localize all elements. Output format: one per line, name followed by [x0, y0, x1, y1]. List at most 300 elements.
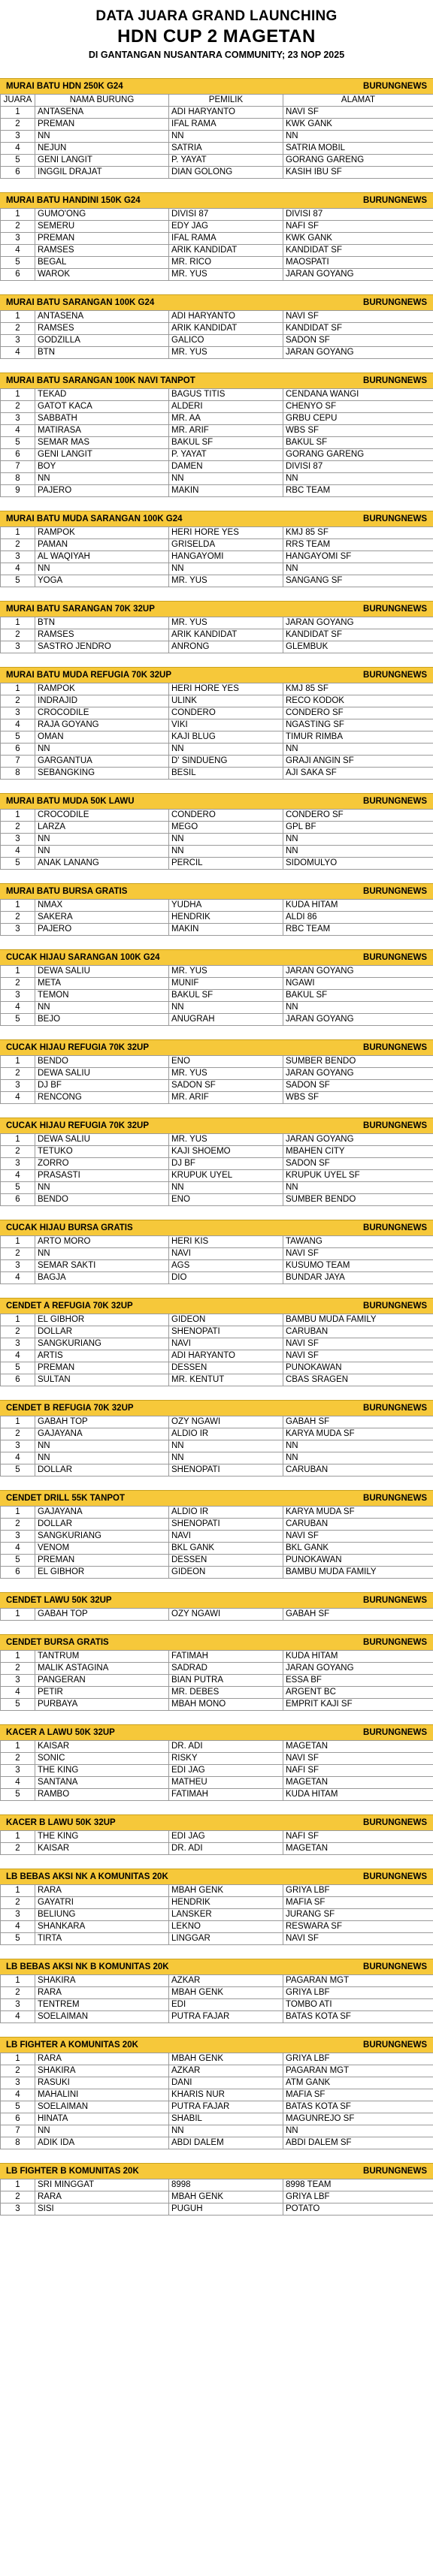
results-table: [0, 809, 433, 870]
address-cell: RBC TEAM: [283, 924, 433, 936]
table-row: [1, 1248, 433, 1260]
table-row: [1, 2203, 433, 2216]
rank-cell: 1: [1, 389, 35, 401]
results-table: [0, 208, 433, 281]
bird-name-cell: SEMERU: [35, 221, 169, 233]
address-cell: GRAJI ANGIN SF: [283, 756, 433, 768]
section-source-label: BURUNGNEWS: [363, 1638, 427, 1647]
rank-cell: 8: [1, 2137, 35, 2149]
section-title: LB BEBAS AKSI NK B KOMUNITAS 20K: [6, 1962, 169, 1971]
owner-cell: LANSKER: [169, 1909, 283, 1921]
owner-cell: HERI HORE YES: [169, 683, 283, 695]
address-cell: KANDIDAT SF: [283, 629, 433, 641]
address-cell: TAWANG: [283, 1236, 433, 1248]
results-table: [0, 1740, 433, 1801]
rank-cell: 3: [1, 1909, 35, 1921]
section-header: [0, 883, 433, 899]
rank-cell: 4: [1, 1687, 35, 1699]
section-source-label: BURUNGNEWS: [363, 671, 427, 680]
address-cell: NAVI SF: [283, 107, 433, 119]
section-source-label: BURUNGNEWS: [363, 605, 427, 614]
owner-cell: MR. YUS: [169, 1134, 283, 1146]
table-row: [1, 2065, 433, 2077]
owner-cell: IFAL RAMA: [169, 119, 283, 131]
bird-name-cell: GAYATRI: [35, 1897, 169, 1909]
rank-cell: 6: [1, 269, 35, 281]
bird-name-cell: PREMAN: [35, 1555, 169, 1567]
bird-name-cell: NN: [35, 1182, 169, 1194]
address-cell: KWK GANK: [283, 119, 433, 131]
table-row: [1, 1134, 433, 1146]
address-cell: ATM GANK: [283, 2077, 433, 2089]
bird-name-cell: PANGERAN: [35, 1675, 169, 1687]
results-table: [0, 94, 433, 179]
bird-name-cell: WAROK: [35, 269, 169, 281]
bird-name-cell: THE KING: [35, 1765, 169, 1777]
table-row: [1, 768, 433, 780]
address-cell: JARAN GOYANG: [283, 269, 433, 281]
section-header: [0, 192, 433, 208]
table-row: [1, 1555, 433, 1567]
table-row: [1, 629, 433, 641]
address-cell: CARUBAN: [283, 1519, 433, 1531]
address-cell: NAVI SF: [283, 1350, 433, 1362]
address-cell: KARYA MUDA SF: [283, 1428, 433, 1440]
rank-cell: 1: [1, 1314, 35, 1326]
owner-cell: MR. YUS: [169, 347, 283, 359]
result-section: [0, 2037, 433, 2149]
bird-name-cell: OMAN: [35, 731, 169, 744]
owner-cell: MAKIN: [169, 485, 283, 497]
bird-name-cell: NN: [35, 744, 169, 756]
results-table: [0, 965, 433, 1026]
bird-name-cell: PETIR: [35, 1687, 169, 1699]
bird-name-cell: PREMAN: [35, 119, 169, 131]
owner-cell: EDI: [169, 1999, 283, 2011]
address-cell: JARAN GOYANG: [283, 1014, 433, 1026]
bird-name-cell: GABAH TOP: [35, 1416, 169, 1428]
results-table: [0, 1506, 433, 1579]
rank-cell: 5: [1, 1464, 35, 1477]
rank-cell: 3: [1, 1158, 35, 1170]
table-row: [1, 401, 433, 413]
bird-name-cell: MALIK ASTAGINA: [35, 1663, 169, 1675]
address-cell: NAFI SF: [283, 221, 433, 233]
bird-name-cell: PAMAN: [35, 539, 169, 551]
bird-name-cell: ADIK IDA: [35, 2137, 169, 2149]
section-header: [0, 1959, 433, 1974]
results-table: [0, 2179, 433, 2216]
table-row: [1, 1170, 433, 1182]
rank-cell: 2: [1, 1663, 35, 1675]
table-row: [1, 707, 433, 719]
table-row: [1, 1921, 433, 1933]
rank-cell: 1: [1, 209, 35, 221]
bird-name-cell: SANGKURIANG: [35, 1531, 169, 1543]
table-row: [1, 1236, 433, 1248]
owner-cell: SHENOPATI: [169, 1464, 283, 1477]
rank-cell: 1: [1, 1507, 35, 1519]
rank-cell: 2: [1, 1897, 35, 1909]
results-table: [0, 526, 433, 587]
rank-cell: 5: [1, 1933, 35, 1945]
rank-cell: 4: [1, 846, 35, 858]
address-cell: NN: [283, 1182, 433, 1194]
owner-cell: NN: [169, 473, 283, 485]
rank-cell: 2: [1, 822, 35, 834]
address-cell: MAFIA SF: [283, 2089, 433, 2101]
table-row: [1, 131, 433, 143]
address-cell: MAGETAN: [283, 1843, 433, 1855]
owner-cell: ADI HARYANTO: [169, 311, 283, 323]
table-row: [1, 155, 433, 167]
table-row: [1, 641, 433, 653]
rank-cell: 1: [1, 617, 35, 629]
result-section: [0, 373, 433, 497]
bird-name-cell: RARA: [35, 1885, 169, 1897]
address-cell: GRIYA LBF: [283, 2053, 433, 2065]
table-row: [1, 1350, 433, 1362]
bird-name-cell: NMAX: [35, 900, 169, 912]
owner-cell: GIDEON: [169, 1567, 283, 1579]
owner-cell: NN: [169, 2125, 283, 2137]
bird-name-cell: BENDO: [35, 1056, 169, 1068]
owner-cell: DIO: [169, 1272, 283, 1284]
address-cell: NAVI SF: [283, 1248, 433, 1260]
bird-name-cell: ARTIS: [35, 1350, 169, 1362]
owner-cell: P. YAYAT: [169, 155, 283, 167]
result-section: [0, 1814, 433, 1855]
owner-cell: DANI: [169, 2077, 283, 2089]
owner-cell: ARIK KANDIDAT: [169, 629, 283, 641]
section-title: MURAI BATU MUDA REFUGIA 70K 32UP: [6, 671, 172, 680]
bird-name-cell: SHAKIRA: [35, 1975, 169, 1987]
table-row: [1, 1416, 433, 1428]
section-source-label: BURUNGNEWS: [363, 1962, 427, 1971]
bird-name-cell: RAMBO: [35, 1789, 169, 1801]
bird-name-cell: TIRTA: [35, 1933, 169, 1945]
table-row: [1, 1440, 433, 1452]
rank-cell: 2: [1, 323, 35, 335]
section-header: [0, 1490, 433, 1506]
owner-cell: DJ BF: [169, 1158, 283, 1170]
result-section: [0, 1039, 433, 1104]
table-row: [1, 834, 433, 846]
address-cell: ALDI 86: [283, 912, 433, 924]
bird-name-cell: BEJO: [35, 1014, 169, 1026]
owner-cell: CONDERO: [169, 810, 283, 822]
rank-cell: 1: [1, 311, 35, 323]
table-row: [1, 2191, 433, 2203]
bird-name-cell: TETUKO: [35, 1146, 169, 1158]
owner-cell: ADI HARYANTO: [169, 1350, 283, 1362]
rank-cell: 3: [1, 990, 35, 1002]
rank-cell: 2: [1, 1519, 35, 1531]
result-section: [0, 1220, 433, 1284]
results-table: [0, 1830, 433, 1855]
owner-cell: MR. YUS: [169, 966, 283, 978]
bird-name-cell: KAISAR: [35, 1843, 169, 1855]
result-section: [0, 793, 433, 870]
rank-cell: 5: [1, 1555, 35, 1567]
bird-name-cell: RAMSES: [35, 629, 169, 641]
table-row: [1, 1182, 433, 1194]
rank-cell: 5: [1, 731, 35, 744]
bird-name-cell: NN: [35, 2125, 169, 2137]
address-cell: CONDERO SF: [283, 707, 433, 719]
bird-name-cell: ANTASENA: [35, 311, 169, 323]
section-source-label: BURUNGNEWS: [363, 1494, 427, 1503]
rank-cell: 4: [1, 1272, 35, 1284]
address-cell: NAVI SF: [283, 1753, 433, 1765]
address-cell: SADON SF: [283, 1080, 433, 1092]
address-cell: BAKUL SF: [283, 437, 433, 449]
rank-cell: 2: [1, 1248, 35, 1260]
table-row: [1, 563, 433, 575]
results-table: [0, 2053, 433, 2149]
address-cell: WBS SF: [283, 425, 433, 437]
rank-cell: 5: [1, 1789, 35, 1801]
owner-cell: IFAL RAMA: [169, 233, 283, 245]
section-header: [0, 1039, 433, 1055]
result-section: [0, 78, 433, 179]
rank-cell: 3: [1, 2203, 35, 2216]
owner-cell: DIAN GOLONG: [169, 167, 283, 179]
rank-cell: 3: [1, 233, 35, 245]
owner-cell: SHENOPATI: [169, 1519, 283, 1531]
owner-cell: DR. ADI: [169, 1741, 283, 1753]
owner-cell: BAGUS TITIS: [169, 389, 283, 401]
rank-cell: 1: [1, 1134, 35, 1146]
rank-cell: 5: [1, 575, 35, 587]
rank-cell: 3: [1, 1765, 35, 1777]
address-cell: NN: [283, 1440, 433, 1452]
rank-cell: 2: [1, 695, 35, 707]
address-cell: NAVI SF: [283, 1338, 433, 1350]
address-cell: TIMUR RIMBA: [283, 731, 433, 744]
address-cell: PAGARAN MGT: [283, 2065, 433, 2077]
table-row: [1, 1014, 433, 1026]
table-row: [1, 323, 433, 335]
address-cell: GRBU CEPU: [283, 413, 433, 425]
owner-cell: ALDIO IR: [169, 1507, 283, 1519]
result-section: [0, 2163, 433, 2216]
table-row: [1, 1068, 433, 1080]
bird-name-cell: TANTRUM: [35, 1651, 169, 1663]
owner-cell: DESSEN: [169, 1555, 283, 1567]
rank-cell: 2: [1, 978, 35, 990]
section-source-label: BURUNGNEWS: [363, 514, 427, 523]
rank-cell: 2: [1, 2191, 35, 2203]
address-cell: NN: [283, 563, 433, 575]
address-cell: SUMBER BENDO: [283, 1056, 433, 1068]
rank-cell: 1: [1, 1885, 35, 1897]
section-source-label: BURUNGNEWS: [363, 1596, 427, 1605]
owner-cell: ARIK KANDIDAT: [169, 245, 283, 257]
bird-name-cell: RAMSES: [35, 323, 169, 335]
owner-cell: MR. YUS: [169, 1068, 283, 1080]
owner-cell: LEKNO: [169, 1921, 283, 1933]
bird-name-cell: NN: [35, 846, 169, 858]
address-cell: CARUBAN: [283, 1464, 433, 1477]
table-row: [1, 822, 433, 834]
rank-cell: 1: [1, 966, 35, 978]
section-title: MURAI BATU BURSA GRATIS: [6, 887, 128, 896]
address-cell: DIVISI 87: [283, 209, 433, 221]
rank-cell: 1: [1, 1651, 35, 1663]
rank-cell: 4: [1, 1002, 35, 1014]
address-cell: GRIYA LBF: [283, 1987, 433, 1999]
table-row: [1, 425, 433, 437]
result-section: [0, 294, 433, 359]
address-cell: KUSUMO TEAM: [283, 1260, 433, 1272]
address-cell: PAGARAN MGT: [283, 1975, 433, 1987]
owner-cell: MBAH GENK: [169, 2053, 283, 2065]
address-cell: SANGANG SF: [283, 575, 433, 587]
section-title: CENDET A REFUGIA 70K 32UP: [6, 1302, 133, 1311]
bird-name-cell: PRASASTI: [35, 1170, 169, 1182]
rank-cell: 8: [1, 768, 35, 780]
table-row: [1, 1314, 433, 1326]
table-row: [1, 1002, 433, 1014]
owner-cell: DR. ADI: [169, 1843, 283, 1855]
owner-cell: DAMEN: [169, 461, 283, 473]
address-cell: JURANG SF: [283, 1909, 433, 1921]
table-row: [1, 107, 433, 119]
address-cell: GPL BF: [283, 822, 433, 834]
bird-name-cell: ANAK LANANG: [35, 858, 169, 870]
rank-cell: 4: [1, 2089, 35, 2101]
bird-name-cell: BTN: [35, 617, 169, 629]
rank-cell: 5: [1, 257, 35, 269]
address-cell: JARAN GOYANG: [283, 347, 433, 359]
owner-cell: DIVISI 87: [169, 209, 283, 221]
section-header: [0, 1814, 433, 1830]
address-cell: GABAH SF: [283, 1609, 433, 1621]
rank-cell: 3: [1, 1531, 35, 1543]
bird-name-cell: RAMPOK: [35, 527, 169, 539]
rank-cell: 4: [1, 425, 35, 437]
result-section: [0, 1118, 433, 1206]
bird-name-cell: NN: [35, 834, 169, 846]
rank-cell: 9: [1, 485, 35, 497]
rank-cell: 2: [1, 629, 35, 641]
results-table: [0, 310, 433, 359]
rank-cell: 3: [1, 551, 35, 563]
bird-name-cell: SOELAIMAN: [35, 2011, 169, 2023]
address-cell: DIVISI 87: [283, 461, 433, 473]
owner-cell: MR. KENTUT: [169, 1374, 283, 1386]
owner-cell: MR. ARIF: [169, 1092, 283, 1104]
table-row: [1, 1519, 433, 1531]
rank-cell: 2: [1, 1146, 35, 1158]
owner-cell: MR. ARIF: [169, 425, 283, 437]
address-cell: 8998 TEAM: [283, 2179, 433, 2191]
bird-name-cell: KAISAR: [35, 1741, 169, 1753]
bird-name-cell: DEWA SALIU: [35, 966, 169, 978]
owner-cell: NN: [169, 1452, 283, 1464]
table-row: [1, 1531, 433, 1543]
bird-name-cell: BOY: [35, 461, 169, 473]
table-row: [1, 912, 433, 924]
table-row: [1, 551, 433, 563]
bird-name-cell: CROCODILE: [35, 810, 169, 822]
bird-name-cell: SOELAIMAN: [35, 2101, 169, 2113]
owner-cell: BESIL: [169, 768, 283, 780]
table-row: [1, 858, 433, 870]
bird-name-cell: SHANKARA: [35, 1921, 169, 1933]
bird-name-cell: VENOM: [35, 1543, 169, 1555]
owner-cell: MR. AA: [169, 413, 283, 425]
section-source-label: BURUNGNEWS: [363, 376, 427, 385]
table-row: [1, 683, 433, 695]
section-header: [0, 1220, 433, 1235]
section-source-label: BURUNGNEWS: [363, 953, 427, 962]
bird-name-cell: GABAH TOP: [35, 1609, 169, 1621]
table-row: [1, 1663, 433, 1675]
results-table: [0, 683, 433, 780]
sections-container: [0, 78, 433, 2216]
table-row: [1, 575, 433, 587]
table-row: [1, 2089, 433, 2101]
address-cell: AJI SAKA SF: [283, 768, 433, 780]
section-source-label: BURUNGNEWS: [363, 887, 427, 896]
owner-cell: LINGGAR: [169, 1933, 283, 1945]
table-row: [1, 167, 433, 179]
owner-cell: ENO: [169, 1056, 283, 1068]
address-cell: JARAN GOYANG: [283, 966, 433, 978]
rank-cell: 1: [1, 900, 35, 912]
owner-cell: MR. RICO: [169, 257, 283, 269]
owner-cell: ULINK: [169, 695, 283, 707]
owner-cell: SHENOPATI: [169, 1326, 283, 1338]
table-row: [1, 1338, 433, 1350]
table-row: [1, 966, 433, 978]
address-cell: MAOSPATI: [283, 257, 433, 269]
rank-cell: 2: [1, 1843, 35, 1855]
bird-name-cell: SULTAN: [35, 1374, 169, 1386]
owner-cell: OZY NGAWI: [169, 1416, 283, 1428]
table-row: [1, 2077, 433, 2089]
section-header: [0, 1400, 433, 1416]
table-row: [1, 1675, 433, 1687]
owner-cell: ANRONG: [169, 641, 283, 653]
table-row: [1, 389, 433, 401]
header-title-line1: DATA JUARA GRAND LAUNCHING: [95, 8, 338, 24]
result-section: [0, 1592, 433, 1621]
bird-name-cell: DEWA SALIU: [35, 1134, 169, 1146]
bird-name-cell: INGGIL DRAJAT: [35, 167, 169, 179]
table-row: [1, 1651, 433, 1663]
bird-name-cell: GENI LANGIT: [35, 155, 169, 167]
rank-cell: 5: [1, 1699, 35, 1711]
address-cell: CONDERO SF: [283, 810, 433, 822]
owner-cell: HERI KIS: [169, 1236, 283, 1248]
results-table: [0, 1416, 433, 1477]
section-title: CENDET BURSA GRATIS: [6, 1638, 109, 1647]
section-title: MURAI BATU SARANGAN 100K NAVI TANPOT: [6, 376, 195, 385]
owner-cell: FATIMAH: [169, 1651, 283, 1663]
bird-name-cell: SAKERA: [35, 912, 169, 924]
rank-cell: 7: [1, 756, 35, 768]
owner-cell: OZY NGAWI: [169, 1609, 283, 1621]
rank-cell: 1: [1, 1975, 35, 1987]
rank-cell: 4: [1, 245, 35, 257]
results-table: [0, 1608, 433, 1621]
address-cell: HANGAYOMI SF: [283, 551, 433, 563]
table-row: [1, 437, 433, 449]
section-source-label: BURUNGNEWS: [363, 1121, 427, 1130]
